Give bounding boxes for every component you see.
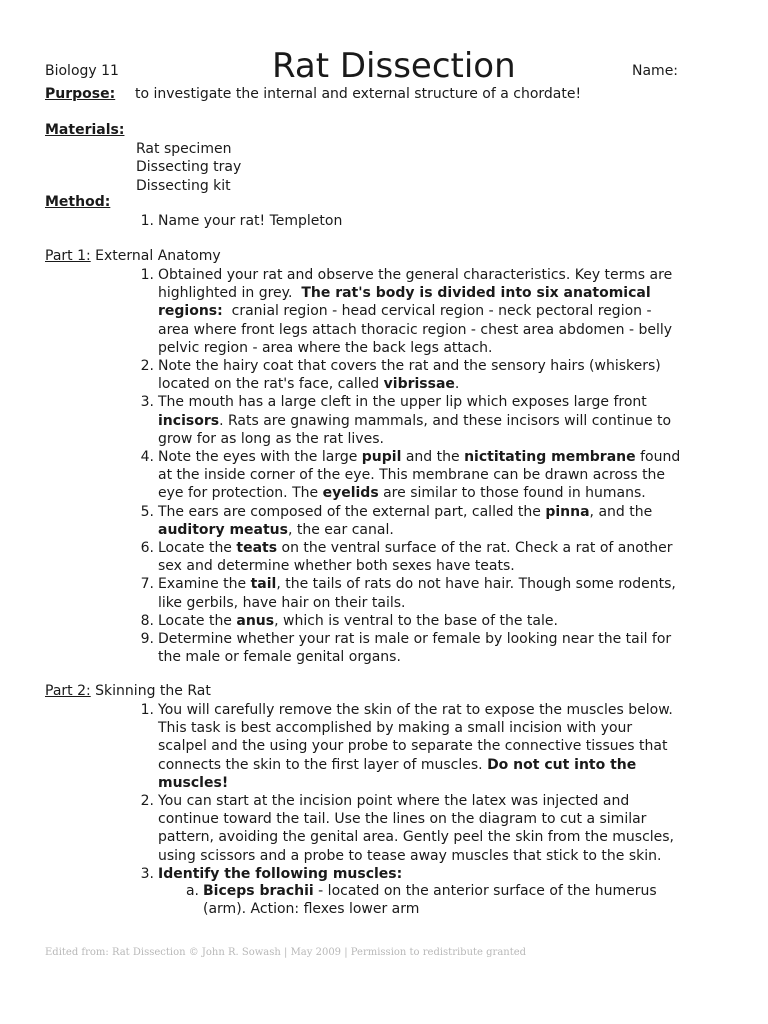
step-line <box>158 375 680 393</box>
key-term: pupil <box>361 449 402 466</box>
step-line <box>158 321 680 339</box>
list-item <box>136 792 674 865</box>
step-text: pelvic region - area where the back legs attach. <box>158 339 493 356</box>
step-text: Locate the <box>158 540 237 557</box>
step-text: The ears are composed of the external part, called the <box>158 503 546 520</box>
key-term: incisors <box>158 412 220 429</box>
step-text: , the ear canal. <box>287 521 394 538</box>
step-text: Note the hairy coat that covers the rat and the sensory hairs (whiskers) <box>158 358 661 375</box>
step-line <box>158 266 680 284</box>
key-term: tail <box>250 576 277 593</box>
list-number: 1. <box>140 267 154 283</box>
step-text: located on the rat's face, called <box>158 376 384 393</box>
step-text: Locate the <box>158 612 237 629</box>
materials-label: Materials: <box>45 122 125 138</box>
step-text: using scissors and a probe to tease away muscles that stick to the skin. <box>158 847 662 864</box>
step-text: Determine whether your rat is male or female by looking near the tail for <box>158 631 672 648</box>
key-term: muscles! <box>158 774 229 791</box>
step-text: are similar to those found in humans. <box>378 485 646 502</box>
list-number: 8. <box>140 612 154 629</box>
step-line <box>203 882 657 900</box>
step-line <box>158 557 680 575</box>
step-text: Note the eyes with the large <box>158 449 362 466</box>
step-text: (arm). Action: flexes lower arm <box>203 901 420 918</box>
course-label: Biology 11 <box>45 63 119 79</box>
step-text: eye for protection. The <box>158 485 323 502</box>
part2-label: Part 2: <box>45 683 91 699</box>
step-text: pattern, avoiding the genital area. Gently peel the skin from the muscles, <box>158 829 675 846</box>
step-text: on the ventral surface of the rat. Check a rat of another <box>277 540 673 557</box>
list-number: 1. <box>140 213 154 229</box>
name-label: Name: <box>632 63 679 79</box>
step-text: highlighted in grey. <box>158 285 302 302</box>
method-label: Method: <box>45 194 111 210</box>
list-number: a. <box>185 883 199 899</box>
step-line <box>158 594 680 612</box>
purpose-section <box>45 86 582 102</box>
list-number: 3. <box>140 865 154 882</box>
step-line <box>158 339 680 357</box>
key-term: anus <box>236 612 275 629</box>
step-line <box>158 756 674 774</box>
materials-item: Rat specimen <box>136 141 232 157</box>
key-term: auditory meatus <box>158 521 288 538</box>
step-line <box>158 701 674 719</box>
step-text: grow for as long as the rat lives. <box>158 430 384 447</box>
list-item <box>136 266 680 357</box>
key-term: eyelids <box>322 485 379 502</box>
step-text: This task is best accomplished by making a small incision with your <box>158 720 633 737</box>
key-term: pinna <box>545 503 590 520</box>
step-line <box>158 719 674 737</box>
list-item <box>136 448 680 503</box>
purpose-label: Purpose: <box>45 86 116 102</box>
step-text: . <box>454 376 460 393</box>
key-term: Do not cut into the <box>487 756 637 773</box>
step-line <box>158 412 680 430</box>
step-line <box>158 448 680 466</box>
step-line <box>158 484 680 502</box>
materials-list <box>136 140 241 195</box>
part1-label: Part 1: <box>45 248 91 264</box>
step-text: scalpel and the using your probe to separate the connective tissues that <box>158 738 668 755</box>
step-line <box>158 792 674 810</box>
step-text: Obtained your rat and observe the general characteristics. Key terms are <box>158 267 673 283</box>
step-text: sex and determine whether both sexes have teats. <box>158 558 515 575</box>
step-line <box>158 648 680 666</box>
part1-heading <box>45 248 221 264</box>
step-text: - located on the anterior surface of the humerus <box>313 883 657 899</box>
list-number: 4. <box>140 449 154 466</box>
list-number: 7. <box>140 576 154 593</box>
list-item <box>136 539 680 575</box>
part2-title: Skinning the Rat <box>95 683 211 699</box>
step-text: Name your rat! Templeton <box>158 213 343 229</box>
step-text: You will carefully remove the skin of the rat to expose the muscles below. <box>158 702 673 718</box>
step-line <box>203 900 657 918</box>
list-item <box>136 865 674 883</box>
step-line <box>158 865 674 883</box>
step-line <box>158 466 680 484</box>
step-text: like gerbils, have hair on their tails. <box>158 594 406 611</box>
step-text: continue toward the tail. Use the lines on the diagram to cut a similar <box>158 811 647 828</box>
part2-substeps <box>181 882 657 918</box>
list-item <box>136 393 680 448</box>
step-line <box>158 302 680 320</box>
list-number: 6. <box>140 540 154 557</box>
step-line <box>158 539 680 557</box>
step-text: , the tails of rats do not have hair. Though some rodents, <box>276 576 676 593</box>
step-text: connects the skin to the first layer of muscles. <box>158 756 488 773</box>
key-term: teats <box>236 540 278 557</box>
list-item <box>136 612 680 630</box>
materials-item: Dissecting tray <box>136 159 242 176</box>
step-line <box>158 612 680 630</box>
part1-steps <box>136 266 680 666</box>
step-line <box>158 357 680 375</box>
step-line <box>158 393 680 411</box>
step-line <box>158 575 680 593</box>
step-text: , and the <box>589 503 653 520</box>
step-line <box>158 847 674 865</box>
list-number: 3. <box>140 394 154 411</box>
key-term: vibrissae <box>383 376 455 393</box>
step-text: and the <box>401 449 465 466</box>
list-number: 9. <box>140 631 154 648</box>
step-line <box>158 630 680 648</box>
step-text: , which is ventral to the base of the tale. <box>274 612 558 629</box>
part2-steps <box>136 701 674 883</box>
list-number: 1. <box>140 702 154 718</box>
list-item <box>181 882 657 918</box>
step-line <box>158 430 680 448</box>
list-number: 5. <box>140 503 154 520</box>
key-term: nictitating membrane <box>464 449 636 466</box>
list-item <box>136 630 680 666</box>
footer-credit: Edited from: Rat Dissection © John R. Sowash | May 2009 | Permission to redistribute granted <box>45 947 527 958</box>
step-line <box>158 737 674 755</box>
list-item <box>136 503 680 539</box>
key-term: Biceps brachii <box>203 883 314 899</box>
page-title: Rat Dissection <box>272 46 516 86</box>
step-text: You can start at the incision point where the latex was injected and <box>158 793 630 810</box>
list-item <box>136 575 680 611</box>
step-line <box>158 521 680 539</box>
list-item <box>136 212 342 230</box>
list-item <box>136 357 680 393</box>
key-term: The rat's body is divided into six anatomical <box>301 285 651 302</box>
method-steps <box>136 212 342 230</box>
step-text: at the inside corner of the eye. This membrane can be drawn across the <box>158 467 666 484</box>
list-number: 2. <box>140 358 154 375</box>
step-line <box>158 828 674 846</box>
step-text: the male or female genital organs. <box>158 649 401 666</box>
step-line <box>158 810 674 828</box>
materials-item: Dissecting kit <box>136 177 231 194</box>
list-item <box>136 701 674 792</box>
part1-title: External Anatomy <box>95 248 221 264</box>
list-number: 2. <box>140 793 154 810</box>
key-term: regions: <box>158 303 223 320</box>
step-line <box>158 503 680 521</box>
step-line <box>158 774 674 792</box>
purpose-text: to investigate the internal and external structure of a chordate! <box>135 86 582 102</box>
step-text: area where front legs attach thoracic region - chest area abdomen - belly <box>158 321 673 338</box>
step-text: The mouth has a large cleft in the upper lip which exposes large front <box>158 394 647 411</box>
step-text: Examine the <box>158 576 251 593</box>
step-text: cranial region - head cervical region - neck pectoral region - <box>222 303 652 320</box>
step-line <box>158 284 680 302</box>
key-term: Identify the following muscles: <box>158 865 403 882</box>
part2-heading <box>45 683 211 699</box>
step-text: found <box>635 449 681 466</box>
step-text: . Rats are gnawing mammals, and these incisors will continue to <box>219 412 672 429</box>
